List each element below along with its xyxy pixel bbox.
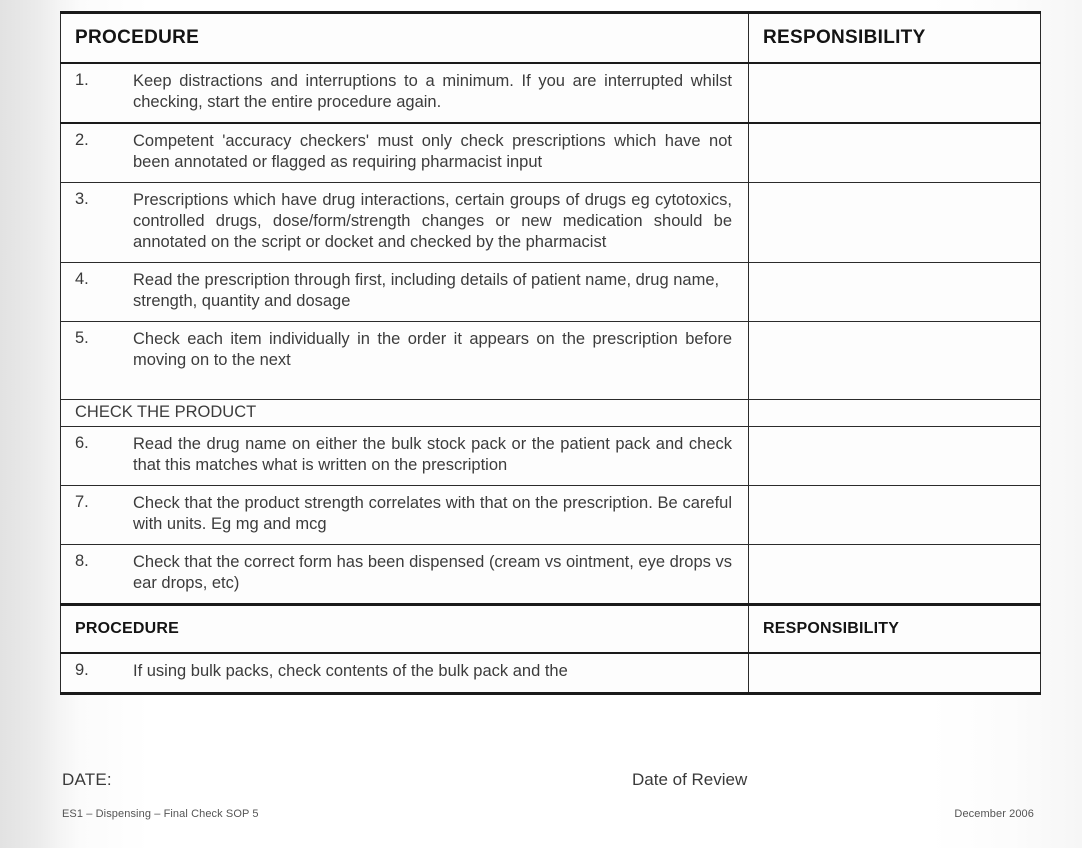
- procedure-cell: [61, 183, 749, 263]
- responsibility-cell[interactable]: [749, 183, 1041, 263]
- section-heading-label: CHECK THE PRODUCT: [75, 403, 257, 421]
- procedure-cell: [61, 322, 749, 400]
- table-header-row-primary: [61, 13, 1041, 64]
- section-heading-row: [61, 400, 1041, 427]
- table-row: [61, 123, 1041, 183]
- step-number: 6.: [75, 434, 89, 452]
- procedure-cell: [61, 486, 749, 545]
- step-number: 3.: [75, 190, 89, 208]
- step-text: Check that the product strength correlates with that on the prescription. Be careful with units. Eg mg and mcg: [133, 494, 732, 533]
- step-number: 9.: [75, 661, 89, 679]
- procedure-cell: [61, 545, 749, 605]
- procedure-step: [61, 427, 748, 485]
- procedure-step: [61, 486, 748, 544]
- step-number: 2.: [75, 131, 89, 149]
- step-text: Check each item individually in the order it appears on the prescription before moving on to the next: [133, 330, 732, 369]
- procedure-cell: [61, 653, 749, 694]
- responsibility-value: [749, 427, 1040, 465]
- header-cell-procedure: [61, 605, 749, 654]
- procedure-step: [61, 263, 748, 321]
- procedure-step: [61, 183, 748, 262]
- procedure-step: [61, 322, 748, 399]
- table-row: [61, 486, 1041, 545]
- section-heading-cell: [61, 400, 749, 427]
- step-text: Check that the correct form has been dispensed (cream vs ointment, eye drops vs ear drops, etc): [133, 553, 732, 592]
- responsibility-cell[interactable]: [749, 486, 1041, 545]
- procedure-step: [61, 64, 748, 122]
- column-header-procedure: PROCEDURE: [75, 27, 200, 48]
- table-row: [61, 322, 1041, 400]
- procedure-cell: [61, 123, 749, 183]
- responsibility-value: [749, 183, 1040, 221]
- responsibility-cell[interactable]: [749, 400, 1041, 427]
- date-of-review-label: Date of Review: [632, 770, 748, 789]
- responsibility-value: [749, 545, 1040, 583]
- procedure-step: [61, 124, 748, 182]
- column-header-procedure: PROCEDURE: [75, 620, 180, 637]
- document-version-date: December 2006: [954, 808, 1034, 820]
- table-header-row-repeated: [61, 605, 1041, 654]
- step-number: 1.: [75, 71, 89, 89]
- responsibility-cell[interactable]: [749, 263, 1041, 322]
- column-header-responsibility: RESPONSIBILITY: [763, 620, 900, 637]
- step-number: 5.: [75, 329, 89, 347]
- document-reference: ES1 – Dispensing – Final Check SOP 5: [62, 808, 259, 820]
- table-row: [61, 427, 1041, 486]
- procedure-cell: [61, 63, 749, 123]
- date-label: DATE:: [62, 770, 112, 789]
- table-row: [61, 263, 1041, 322]
- responsibility-value: [749, 654, 1040, 692]
- procedure-cell: [61, 427, 749, 486]
- responsibility-value: [749, 322, 1040, 360]
- procedure-table: [60, 11, 1041, 695]
- step-number: 4.: [75, 270, 89, 288]
- step-text: Read the prescription through first, including details of patient name, drug name, strength, quantity and dosage: [133, 271, 720, 310]
- column-header-responsibility: RESPONSIBILITY: [763, 27, 926, 48]
- header-cell-responsibility: [749, 13, 1041, 64]
- table-row: [61, 63, 1041, 123]
- step-text: Prescriptions which have drug interactions, certain groups of drugs eg cytotoxics, controlled drugs, dose/form/strength changes or new medication should be annotated on the script or docket and checked by the pharmacist: [133, 191, 732, 251]
- step-text: Competent 'accuracy checkers' must only check prescriptions which have not been annotated or flagged as requiring pharmacist input: [133, 132, 732, 171]
- step-text: If using bulk packs, check contents of the bulk pack and the: [133, 662, 568, 680]
- responsibility-cell[interactable]: [749, 63, 1041, 123]
- responsibility-cell[interactable]: [749, 545, 1041, 605]
- responsibility-cell[interactable]: [749, 653, 1041, 694]
- table-row: [61, 653, 1041, 694]
- responsibility-value: [749, 64, 1040, 102]
- procedure-step: [61, 545, 748, 603]
- step-number: 7.: [75, 493, 89, 511]
- responsibility-value: [749, 486, 1040, 524]
- step-number: 8.: [75, 552, 89, 570]
- procedure-step: [61, 654, 748, 692]
- step-text: Read the drug name on either the bulk stock pack or the patient pack and check that this matches what is written on the prescription: [133, 435, 732, 474]
- responsibility-cell[interactable]: [749, 123, 1041, 183]
- responsibility-cell[interactable]: [749, 427, 1041, 486]
- responsibility-cell[interactable]: [749, 322, 1041, 400]
- responsibility-value: [749, 263, 1040, 301]
- table-row: [61, 183, 1041, 263]
- header-cell-procedure: [61, 13, 749, 64]
- table-row: [61, 545, 1041, 605]
- step-text: Keep distractions and interruptions to a minimum. If you are interrupted whilst checking, start the entire procedure again.: [133, 72, 732, 111]
- header-cell-responsibility: [749, 605, 1041, 654]
- responsibility-value: [749, 124, 1040, 162]
- procedure-cell: [61, 263, 749, 322]
